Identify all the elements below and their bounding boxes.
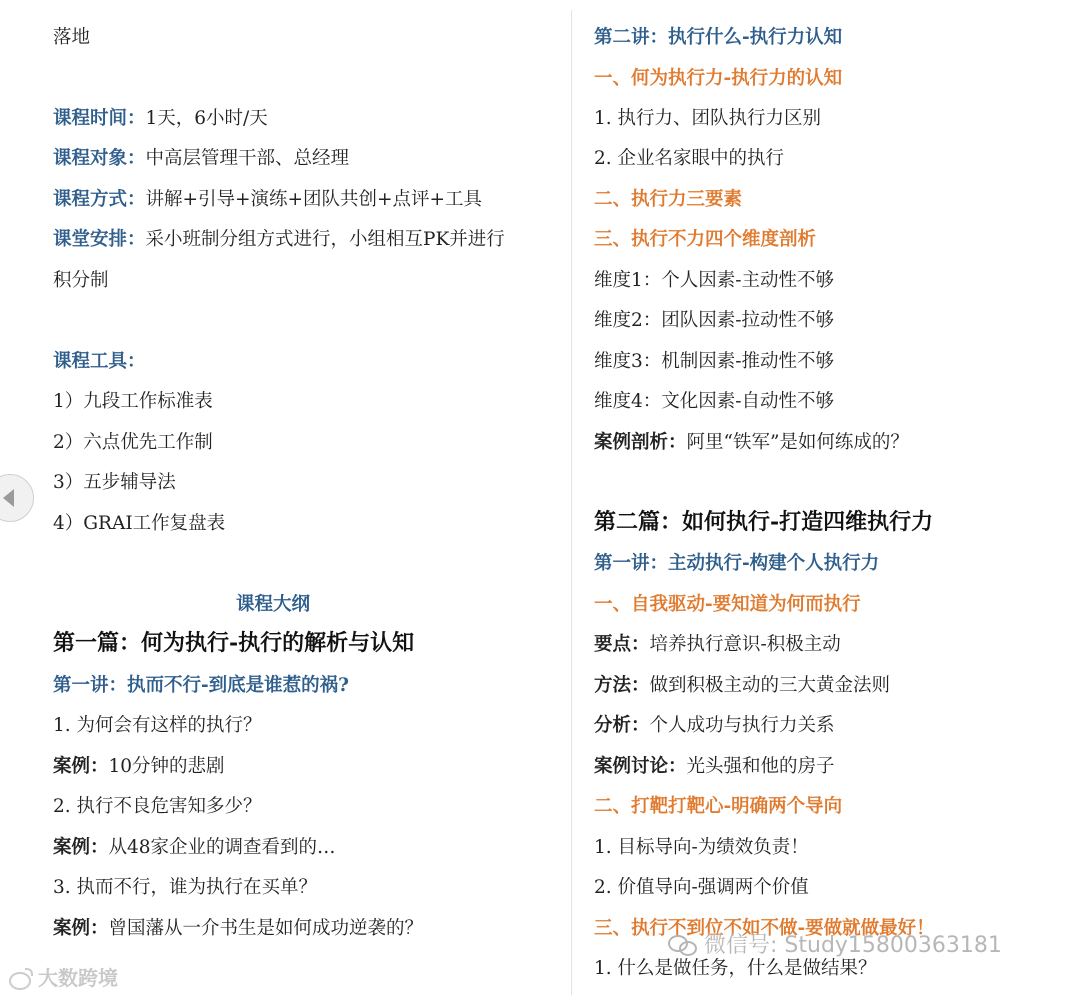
info-time-value: 1天，6小时/天 — [145, 108, 268, 129]
info-arrangement-label: 课堂安排： — [53, 229, 146, 250]
part2-title: 第二篇：如何执行-打造四维执行力 — [594, 509, 934, 535]
p2-section2-item: 2. 价值导向-强调两个价值 — [594, 877, 809, 898]
item-label: 案例讨论： — [594, 756, 687, 777]
section1-title: 一、何为执行力-执行力的认知 — [594, 68, 843, 89]
case-text: 曾国藩从一介书生是如何成功逆袭的？ — [108, 918, 424, 939]
part1-title: 第一篇：何为执行-执行的解析与认知 — [53, 630, 415, 656]
outline-item: 2. 执行不良危害知多少？ — [53, 796, 262, 817]
case-text: 从48家企业的调查看到的… — [108, 837, 336, 858]
tool-item: 3）五步辅导法 — [53, 472, 176, 493]
dimension-item: 维度1：个人因素-主动性不够 — [594, 270, 835, 291]
item-text: 做到积极主动的三大黄金法则 — [649, 675, 891, 696]
info-audience — [53, 147, 349, 171]
outline-item: 1. 为何会有这样的执行？ — [53, 715, 262, 736]
info-method — [53, 188, 482, 212]
case-label: 案例： — [53, 837, 109, 858]
case-analysis — [594, 431, 909, 455]
p2-section2-title: 二、打靶打靶心-明确两个导向 — [594, 796, 843, 817]
item-label: 要点： — [594, 634, 650, 655]
dimension-item: 维度4：文化因素-自动性不够 — [594, 391, 835, 412]
section3-title: 三、执行不力四个维度剖析 — [594, 229, 817, 250]
case-label: 案例： — [53, 756, 109, 777]
lecture2-title: 第二讲：执行什么-执行力认知 — [594, 27, 843, 48]
tool-item: 2）六点优先工作制 — [53, 432, 213, 453]
case-label: 案例： — [53, 918, 109, 939]
watermark-weibo — [8, 962, 118, 991]
info-method-value: 讲解+引导+演练+团队共创+点评+工具 — [145, 189, 483, 210]
info-time — [53, 107, 268, 131]
info-arrangement-cont: 积分制 — [53, 270, 109, 291]
case-item — [53, 917, 423, 941]
dimension-item: 维度3：机制因素-推动性不够 — [594, 351, 835, 372]
watermark-wechat — [668, 928, 1002, 959]
info-time-label: 课程时间： — [53, 108, 146, 129]
tool-item: 1）九段工作标准表 — [53, 391, 213, 412]
item-label: 分析： — [594, 715, 650, 736]
p2-section1-item — [594, 714, 835, 738]
dimension-item: 维度2：团队因素-拉动性不够 — [594, 310, 835, 331]
outline-item: 3. 执而不行，谁为执行在买单？ — [53, 877, 318, 898]
outline-title: 课程大纲 — [235, 594, 310, 615]
item-text: 光头强和他的房子 — [686, 756, 835, 777]
tool-item: 4）GRAI工作复盘表 — [53, 513, 226, 534]
wechat-icon — [668, 933, 698, 957]
item-label: 方法： — [594, 675, 650, 696]
watermark-wechat-text: 微信号: Study15800363181 — [704, 933, 1002, 958]
lecture1-title: 第一讲：执而不行-到底是谁惹的祸? — [53, 675, 350, 696]
p2-section3-title: 三、执行不到位不如不做-要做就做最好！ — [594, 918, 935, 939]
info-audience-label: 课程对象： — [53, 148, 146, 169]
section2-title: 二、执行力三要素 — [594, 189, 743, 210]
tools-label: 课程工具： — [53, 351, 146, 372]
p2-section1-item — [594, 633, 841, 657]
case-text: 10分钟的悲剧 — [108, 756, 225, 777]
watermark-weibo-text: 大数跨境 — [38, 966, 118, 990]
section1-item: 1. 执行力、团队执行力区别 — [594, 108, 822, 129]
case-analysis-label: 案例剖析： — [594, 432, 687, 453]
section1-item: 2. 企业名家眼中的执行 — [594, 148, 785, 169]
p2-section2-item: 1. 目标导向-为绩效负责！ — [594, 837, 809, 858]
chevron-left-icon[interactable] — [0, 474, 34, 522]
p2-section1-title: 一、自我驱动-要知道为何而执行 — [594, 594, 861, 615]
case-item — [53, 755, 225, 779]
item-text: 培养执行意识-积极主动 — [649, 634, 841, 655]
info-method-label: 课程方式： — [53, 189, 146, 210]
info-arrangement — [53, 228, 505, 252]
weibo-icon — [8, 968, 34, 988]
case-analysis-text: 阿里“铁军”是如何练成的？ — [686, 432, 909, 453]
p2-section1-item — [594, 755, 835, 779]
column-divider — [571, 10, 572, 995]
intro-tail: 落地 — [53, 27, 91, 48]
p2-section1-item — [594, 674, 890, 698]
item-text: 个人成功与执行力关系 — [649, 715, 835, 736]
p2-section3-item: 1. 什么是做任务，什么是做结果？ — [594, 958, 877, 979]
p2-lecture1-title: 第一讲：主动执行-构建个人执行力 — [594, 553, 880, 574]
info-audience-value: 中高层管理干部、总经理 — [145, 148, 350, 169]
case-item — [53, 836, 336, 860]
info-arrangement-value: 采小班制分组方式进行，小组相互PK并进行 — [145, 229, 505, 250]
